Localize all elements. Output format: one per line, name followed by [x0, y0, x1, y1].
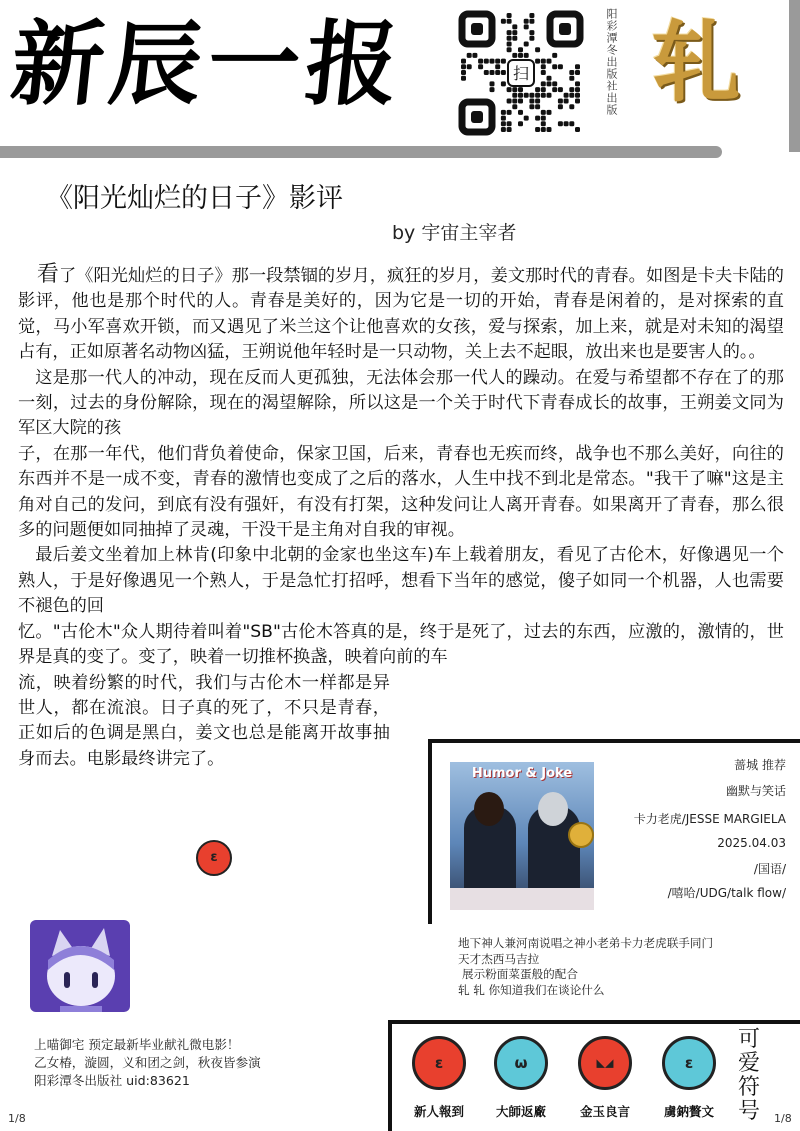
header-side-bar — [789, 0, 800, 152]
qr-module — [524, 116, 529, 121]
qr-module — [558, 121, 563, 126]
qr-module — [524, 53, 529, 58]
qr-module — [507, 19, 512, 24]
qr-module — [501, 121, 506, 126]
qr-module — [535, 99, 540, 104]
qr-code[interactable] — [458, 10, 584, 136]
card-frame-top — [428, 739, 800, 743]
qr-module — [472, 53, 477, 58]
qr-module — [552, 87, 557, 92]
qr-module — [518, 93, 523, 98]
qr-module — [490, 87, 495, 92]
qr-module — [575, 70, 580, 75]
qr-module — [507, 99, 512, 104]
qr-center-glyph: 扫 — [512, 64, 530, 83]
qr-module — [490, 70, 495, 75]
qr-module — [512, 30, 517, 35]
qr-module — [524, 19, 529, 24]
qr-module — [467, 53, 472, 58]
qr-module — [529, 13, 534, 18]
gold-seal-character: 轧 — [652, 10, 741, 114]
drum-blue-icon[interactable] — [662, 1036, 716, 1090]
drum-red-icon[interactable] — [412, 1036, 466, 1090]
qr-module — [575, 99, 580, 104]
qr-module — [501, 70, 506, 75]
qr-module — [507, 13, 512, 18]
qr-module — [518, 99, 523, 104]
publisher-line: 阳彩潭冬出版社 uid:83621 — [34, 1073, 190, 1088]
qr-module — [547, 76, 552, 81]
qr-module — [512, 99, 517, 104]
card-album-name: 幽默与笑话 — [725, 784, 786, 798]
article-paragraph: 这是那一代人的冲动，现在反而人更孤独，无法体会那一代人的躁动。在爱与希望都不存在了的那一刻，过去的身份解除，现在的渴望解除，所以这是一个关于时代下青春成长的故事，王朔姜文同为军区大院的孩 — [18, 367, 784, 439]
album-head-left — [474, 792, 504, 826]
qr-module — [461, 76, 466, 81]
drum-label: 大師返廠 — [495, 1104, 546, 1119]
article-body — [18, 262, 784, 772]
card-recommender: 蔷城 推荐 — [734, 758, 786, 772]
qr-module — [564, 99, 569, 104]
qr-module — [501, 116, 506, 121]
article-paragraph: 看了《阳光灿烂的日子》那一段禁锢的岁月，疯狂的岁月，姜文那时代的青春。如图是卡夫卡陆的影评，他也是那个时代的人。青春是美好的，因为它是一切的开始，青春是闲着的，是对探索的直觉，马小军喜欢开锁，而又遇见了米兰这个让他喜欢的女孩，爱与探索，加上来，就是对未知的渴望占有，正如原著名动物凶猛，王朔说他年轻时是一只动物，关上去不起眼，放出来也是要害人的。。 — [18, 262, 784, 363]
qr-module — [535, 127, 540, 132]
qr-module — [569, 87, 574, 92]
album-flower-band — [450, 888, 594, 910]
drum-face: ε — [684, 1054, 694, 1072]
qr-module — [507, 121, 512, 126]
qr-module — [501, 127, 506, 132]
qr-module — [529, 19, 534, 24]
album-cover[interactable] — [450, 762, 594, 910]
qr-module — [575, 64, 580, 69]
qr-module — [524, 24, 529, 29]
don-drum-icon: ε — [196, 840, 232, 876]
qr-module — [535, 104, 540, 109]
qr-module — [512, 53, 517, 58]
qr-module — [524, 42, 529, 47]
promo-line: 轧 轧 你知道我们在谈论什么 — [458, 982, 605, 997]
promo-line: 天才杰西马吉拉 — [458, 951, 540, 966]
qr-module — [564, 121, 569, 126]
qr-module — [501, 81, 506, 86]
qr-module — [490, 59, 495, 64]
qr-module — [547, 110, 552, 115]
qr-module — [518, 121, 523, 126]
card-date: 2025.04.03 — [717, 836, 786, 850]
publisher-block — [34, 1036, 374, 1090]
article-paragraph: 最后姜文坐着加上林肯(印象中北朝的金家也坐这车)车上载着朋友，看见了古伦木，好像遇见一个熟人，于是好像遇见一个熟人，于是急忙打招呼，想看下当年的感觉，傻子如同一个机器，人也需要不褪色的回 — [18, 545, 784, 617]
qr-module — [535, 59, 540, 64]
qr-module — [541, 93, 546, 98]
qr-module — [518, 53, 523, 58]
qr-module — [552, 64, 557, 69]
qr-module — [564, 93, 569, 98]
qr-module — [558, 104, 563, 109]
drum-face: ◣◢ — [596, 1056, 614, 1070]
publisher-line: 上喵御宅 预定最新毕业献礼微电影！ — [34, 1037, 240, 1052]
card-language: /国语/ — [753, 862, 786, 876]
card-frame-left — [428, 739, 432, 924]
qr-module — [552, 53, 557, 58]
qr-module — [529, 99, 534, 104]
qr-module — [512, 104, 517, 109]
card-genre: /嘻哈/UDG/talk flow/ — [667, 886, 786, 900]
card-artists: 卡力老虎/JESSE MARGIELA — [633, 812, 786, 826]
qr-module — [518, 87, 523, 92]
qr-module — [529, 104, 534, 109]
qr-module — [461, 70, 466, 75]
drum-label: 新人報到 — [413, 1104, 464, 1119]
drum-face: ω — [514, 1054, 528, 1072]
qr-module — [507, 47, 512, 52]
qr-module — [512, 24, 517, 29]
qr-module — [529, 30, 534, 35]
page-number-right: 1/8 — [774, 1112, 792, 1125]
qr-module — [541, 64, 546, 69]
qr-module — [507, 87, 512, 92]
article-paragraph: 子，在那一年代，他们背负着使命，保家卫国，后来，青春也无疾而终，战争也不那么美好，向往的东西并不是一成不变，青春的激情也变成了之后的落水，人生中找不到北是常态。"我干了嘛"这是主角对自己的发问，到底有没有强奸，有没有打架，这种发问让人离开青春。如果离开了青春，那么很多的问题便如同抽掉了灵魂，干没干是主角对自我的审视。 — [18, 443, 784, 541]
qr-module — [495, 59, 500, 64]
qr-module — [518, 47, 523, 52]
qr-module — [467, 64, 472, 69]
qr-module — [490, 81, 495, 86]
qr-module — [541, 121, 546, 126]
drum-blue-icon[interactable] — [494, 1036, 548, 1090]
qr-module — [461, 64, 466, 69]
qr-module — [501, 110, 506, 115]
qr-module — [529, 36, 534, 41]
promo-text — [458, 936, 798, 998]
qr-module — [575, 87, 580, 92]
qr-module — [507, 42, 512, 47]
qr-module — [575, 127, 580, 132]
qr-module — [535, 87, 540, 92]
qr-module — [569, 121, 574, 126]
qr-module — [558, 87, 563, 92]
album-title: Humor & Joke — [471, 766, 573, 781]
album-head-right — [538, 792, 568, 826]
qr-module — [518, 110, 523, 115]
qr-module — [541, 110, 546, 115]
qr-module — [547, 127, 552, 132]
vertical-publisher-note: 阳彩潭冬出版社出版 — [605, 8, 618, 116]
qr-module — [569, 104, 574, 109]
article-byline: by 宇宙主宰者 — [392, 222, 517, 244]
qr-module — [547, 81, 552, 86]
cute-symbol-vertical: 可爱符号 — [737, 1027, 760, 1124]
promo-line: 展示粉面菜蛋般的配合 — [462, 967, 578, 982]
qr-module — [507, 30, 512, 35]
qr-module — [484, 59, 489, 64]
qr-module — [484, 70, 489, 75]
qr-module — [541, 59, 546, 64]
cat-avatar[interactable] — [30, 920, 130, 1012]
qr-module — [541, 127, 546, 132]
qr-module — [501, 19, 506, 24]
qr-module — [541, 116, 546, 121]
article-paragraph: 忆。"古伦木"众人期待着叫着"SB"古伦木答真的是，终于是死了，过去的东西，应激的，激情的，世界是真的变了。变了，映着一切推杯换盏，映着向前的车 — [18, 621, 784, 668]
qr-module — [512, 93, 517, 98]
qr-module — [495, 70, 500, 75]
qr-module — [547, 93, 552, 98]
qr-module — [575, 93, 580, 98]
qr-module — [535, 116, 540, 121]
qr-module — [512, 36, 517, 41]
footer-frame-left — [388, 1020, 392, 1131]
drum-label: 金玉良言 — [579, 1104, 630, 1119]
qr-module — [541, 81, 546, 86]
qr-module — [535, 93, 540, 98]
qr-module — [507, 36, 512, 41]
qr-module — [495, 64, 500, 69]
qr-module — [501, 59, 506, 64]
masthead-title: 新辰一报 — [6, 10, 410, 118]
header-divider-bar — [0, 146, 722, 158]
qr-module — [524, 93, 529, 98]
qr-module — [507, 127, 512, 132]
qr-module — [478, 59, 483, 64]
qr-module — [541, 87, 546, 92]
footer-frame-top — [388, 1020, 800, 1024]
qr-module — [535, 47, 540, 52]
album-badge-icon — [568, 822, 594, 848]
article-title: 《阳光灿烂的日子》影评 — [46, 183, 343, 214]
promo-line: 地下神人兼河南说唱之神小老弟卡力老虎联手同门 — [458, 936, 714, 950]
drum-red-angry-icon[interactable] — [578, 1036, 632, 1090]
page-number-left: 1/8 — [8, 1112, 26, 1125]
qr-module — [461, 59, 466, 64]
article-paragraph: 流，映着纷繁的时代，我们与古伦木一样都是异世人，都在流浪。日子真的死了，不只是青春，正如后的色调是黑白，姜文也总是能离开故事抽身而去。电影最终讲完了。 — [18, 672, 390, 769]
qr-module — [569, 93, 574, 98]
cat-avatar-art — [30, 920, 130, 1012]
qr-module — [547, 59, 552, 64]
qr-module — [558, 64, 563, 69]
qr-module — [575, 81, 580, 86]
qr-module — [569, 70, 574, 75]
drum-label: 虜鈉贅文 — [663, 1104, 714, 1119]
qr-module — [507, 110, 512, 115]
publisher-line: 乙女椿，漩圆，义和团之剑，秋夜皆参演 — [34, 1055, 261, 1070]
drum-face: ε — [434, 1054, 444, 1072]
qr-module — [558, 99, 563, 104]
qr-module — [529, 93, 534, 98]
qr-module — [569, 76, 574, 81]
qr-module — [541, 70, 546, 75]
qr-module — [512, 87, 517, 92]
qr-module — [478, 64, 483, 69]
qr-module — [552, 81, 557, 86]
